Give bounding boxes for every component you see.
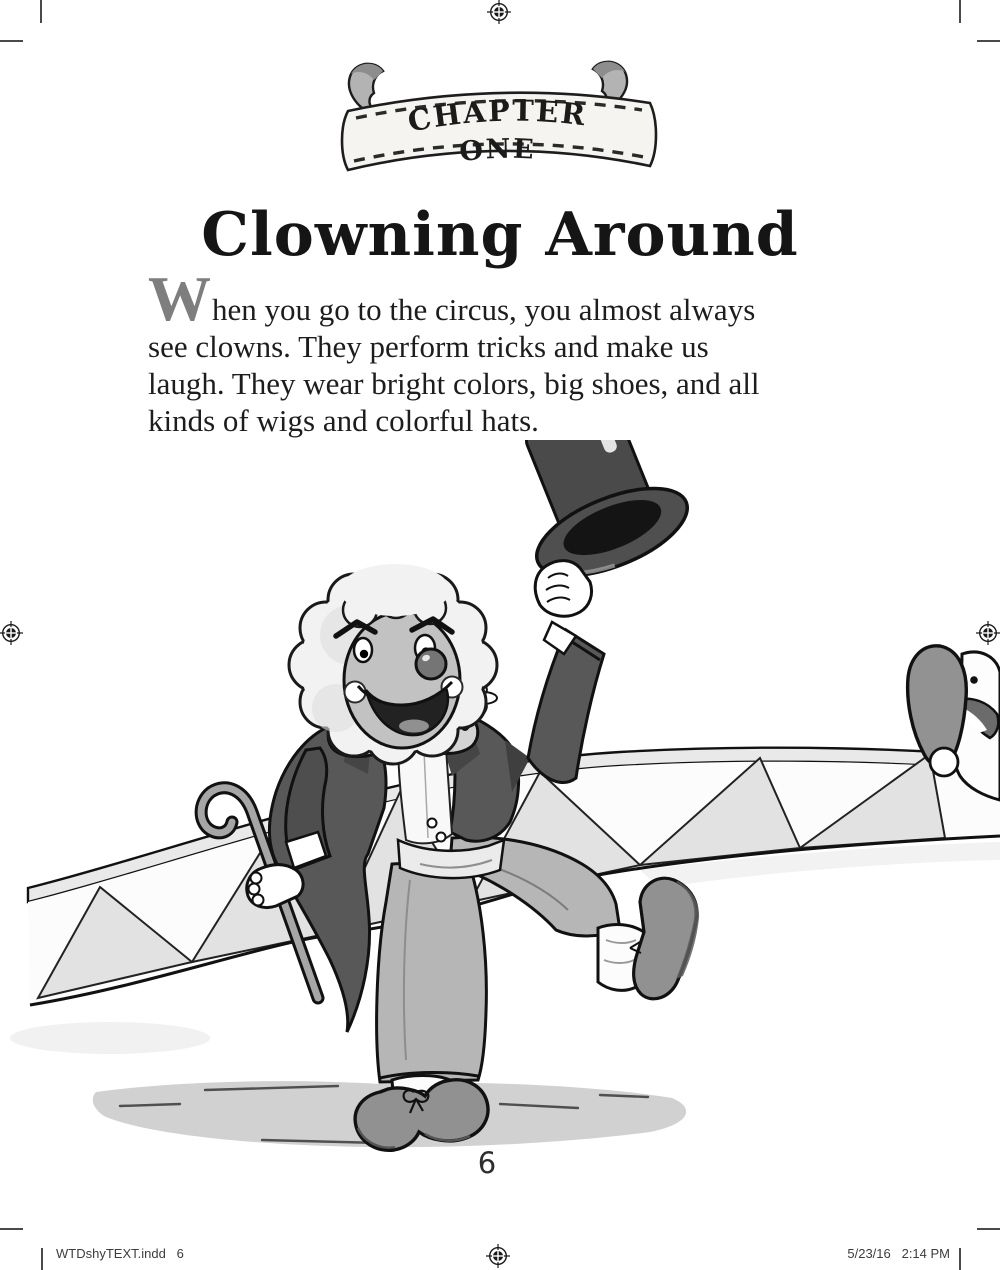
top-hat [491,440,699,593]
crop-mark-bottom-left-h [0,1228,23,1230]
crop-mark-bottom-right-v [959,1248,961,1270]
crop-mark-top-right-h [977,40,1000,42]
raised-cap: W [148,264,211,334]
paragraph-line: laugh. They wear bright colors, big shoes, and all [148,366,760,401]
svg-text:ONE [458,134,536,169]
shirt-button [428,819,437,828]
crop-mark-top-left-v [40,0,42,23]
crop-mark-bottom-left-v [41,1248,43,1270]
slug-timestamp: 5/23/16 2:14 PM [847,1246,950,1261]
clown-nose [416,649,446,679]
chapter-title: Clowning Around [201,200,799,270]
paragraph-line: kinds of wigs and colorful hats. [148,403,539,438]
clown-illustration [0,440,1000,1170]
slug-filename: WTDshyTEXT.indd 6 [56,1246,184,1261]
goose-eye [970,676,978,684]
crop-mark-top-left-h [0,40,23,42]
paragraph-line: see clowns. They perform tricks and make us [148,329,709,364]
goose-cap [908,646,967,766]
registration-mark-top [487,0,511,24]
goose-cap-pompom [930,748,958,776]
crop-mark-bottom-right-h [977,1228,1000,1230]
chapter-banner-ribbon [338,60,662,192]
paragraph-line: When you go to the circus, you almost always [148,264,756,334]
banner-line2: ONE [457,133,537,169]
banner-line1: CHAPTER [405,93,589,139]
registration-mark-bottom [486,1244,510,1268]
crop-mark-top-right-v [959,0,961,23]
page-number: 6 [477,1146,497,1180]
body-paragraph [148,264,868,439]
big-shoe [634,878,697,999]
shirt-button [437,833,446,842]
